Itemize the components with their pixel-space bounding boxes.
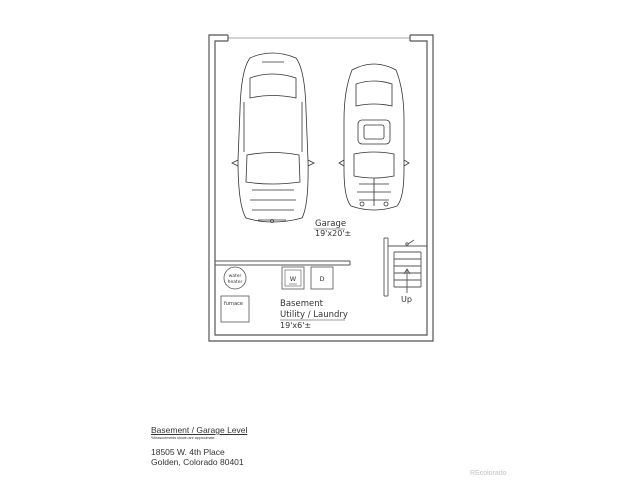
water-heater-label-line1: water [228, 274, 242, 279]
level-title: Basement / Garage Level [151, 425, 248, 435]
washer-icon [282, 267, 304, 289]
water-heater-label-line2: heater [227, 280, 243, 285]
garage-label: Garage [315, 219, 347, 229]
stairs-up-label: Up [401, 295, 412, 304]
car-right-icon [339, 64, 409, 210]
partition-wall [215, 261, 350, 265]
utility-label-line2: Utility / Laundry [280, 310, 348, 320]
measurement-note: *Measurements shown are approximate [151, 436, 215, 440]
dryer-icon [311, 267, 333, 289]
water-heater-icon [224, 267, 246, 289]
utility-dimensions: 19'x6'± [280, 321, 312, 330]
watermark: REcolorado [470, 470, 507, 477]
dryer-label: D [319, 275, 325, 283]
utility-label-line1: Basement [280, 299, 323, 309]
furnace-icon [221, 296, 249, 322]
car-left-icon [232, 53, 314, 223]
stairs [384, 238, 427, 296]
furnace-label: furnace [224, 301, 243, 307]
address-city: Golden, Colorado 80401 [151, 457, 244, 467]
address-street: 18505 W. 4th Place [151, 447, 225, 457]
garage-dimensions: 19'x20'± [315, 229, 352, 238]
washer-label: W [289, 275, 297, 283]
